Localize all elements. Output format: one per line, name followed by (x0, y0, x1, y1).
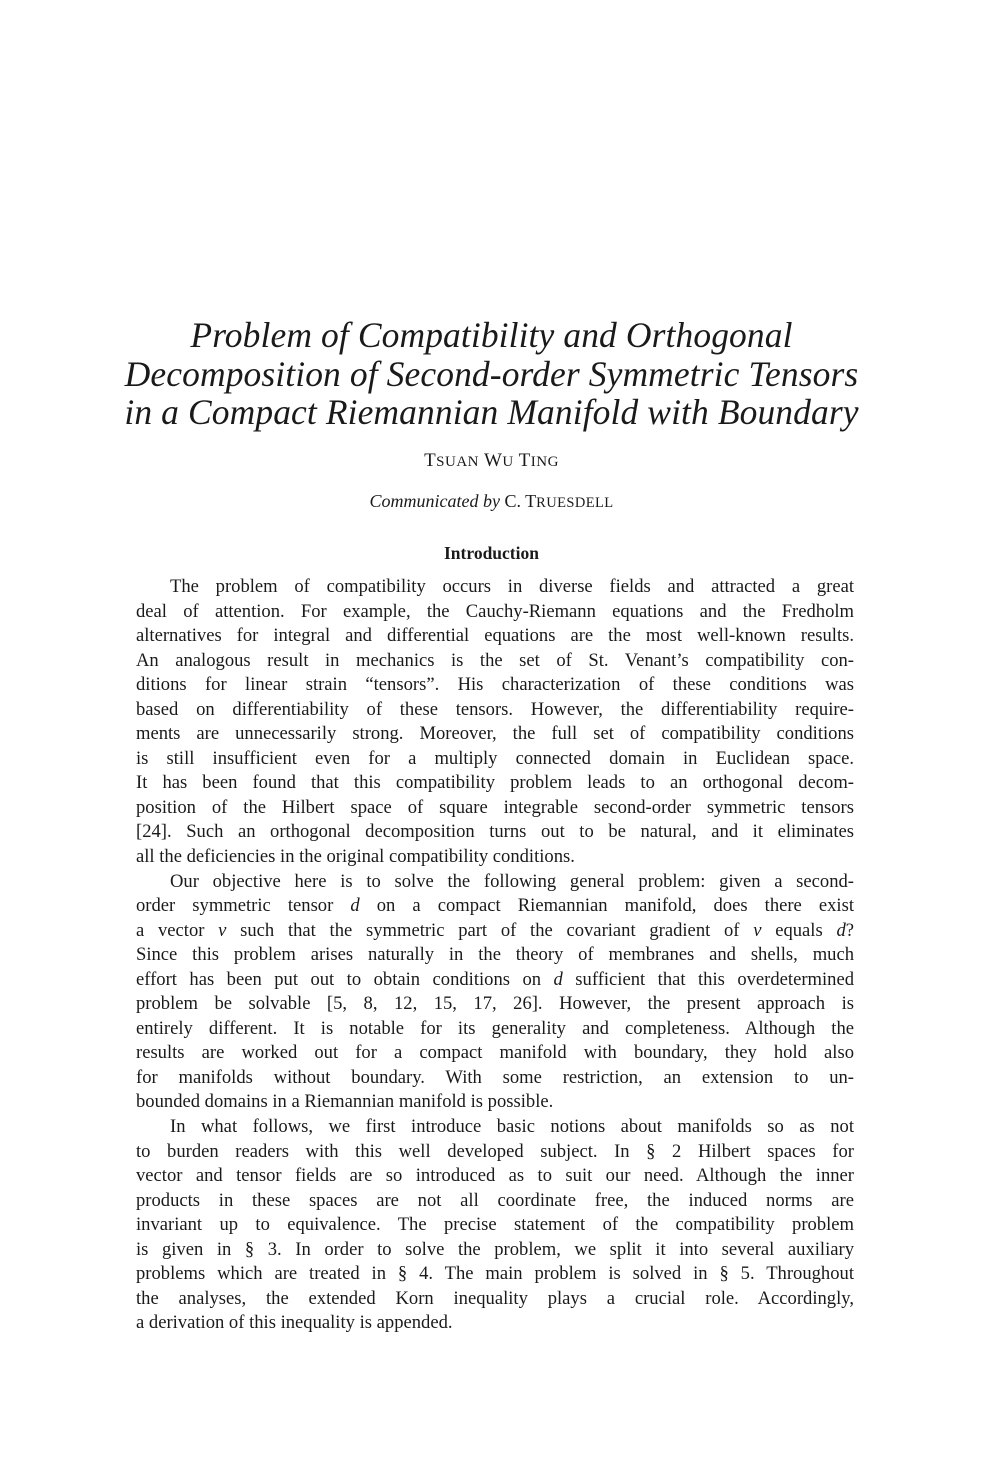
text-line: ditions for linear strain “tensors”. His characterization of these conditions was (136, 674, 854, 696)
text-line: based on differentiability of these tensors. However, the differentiability require- (136, 698, 854, 720)
text-line: [24]. Such an orthogonal decomposition turns out to be natural, and it eliminates (136, 821, 854, 843)
text-line: alternatives for integral and differential equations are the most well-known results. (136, 625, 854, 647)
author-name: TSUAN WU TING (424, 450, 559, 471)
text-line: a derivation of this inequality is appended. (136, 1312, 453, 1334)
text-line: The problem of compatibility occurs in diverse fields and attracted a great (170, 576, 854, 597)
text-line: It has been found that this compatibility problem leads to an orthogonal decom- (136, 772, 854, 794)
text-line: deal of attention. For example, the Cauchy-Riemann equations and the Fredholm (136, 600, 854, 622)
text-line: effort has been put out to obtain conditions on d sufficient that this overdetermined (136, 968, 854, 990)
text-line: problem be solvable [5, 8, 12, 15, 17, 26]. However, the present approach is (136, 993, 854, 1015)
text-line: is given in § 3. In order to solve the problem, we split it into several auxiliary (136, 1238, 854, 1260)
text-line: order symmetric tensor d on a compact Riemannian manifold, does there exist (136, 895, 854, 917)
text-line: results are worked out for a compact manifold with boundary, they hold also (136, 1042, 854, 1064)
title-line: Problem of Compatibility and Orthogonal (190, 315, 793, 355)
text-line: bounded domains in a Riemannian manifold is possible. (136, 1091, 554, 1113)
communicated-by: Communicated by C. TRUESDELL (369, 491, 614, 511)
text-line: invariant up to equivalence. The precise statement of the compatibility problem (136, 1214, 854, 1236)
body-text (136, 575, 854, 1336)
text-line: ments are unnecessarily strong. Moreover, the full set of compatibility conditions (136, 723, 854, 745)
text-line: is still insufficient even for a multiply connected domain in Euclidean space. (136, 747, 854, 769)
text-line: the analyses, the extended Korn inequality plays a crucial role. Accordingly, (136, 1287, 854, 1309)
paragraph (136, 575, 854, 870)
text-line: problems which are treated in § 4. The main problem is solved in § 5. Throughout (136, 1263, 854, 1285)
text-line: In what follows, we first introduce basic notions about manifolds so as not (170, 1116, 854, 1138)
title-line: Decomposition of Second-order Symmetric Tensors (124, 353, 859, 394)
text-line: all the deficiencies in the original compatibility conditions. (136, 846, 575, 868)
text-line: Our objective here is to solve the following general problem: given a second- (170, 870, 854, 892)
text-line: position of the Hilbert space of square integrable second-order symmetric tensors (136, 796, 854, 818)
title-line: in a Compact Riemannian Manifold with Boundary (124, 392, 859, 432)
text-line: products in these spaces are not all coordinate free, the induced norms are (136, 1189, 854, 1211)
paper-title (0, 316, 983, 432)
text-line: a vector v such that the symmetric part of the covariant gradient of v equals d? (136, 919, 854, 941)
paragraph (136, 870, 854, 1115)
section-heading: Introduction (444, 543, 539, 563)
text-line: entirely different. It is notable for its generality and completeness. Although the (136, 1017, 854, 1039)
text-line: for manifolds without boundary. With some restriction, an extension to un- (136, 1066, 854, 1088)
text-line: An analogous result in mechanics is the set of St. Venant’s compatibility con- (136, 649, 854, 671)
text-line: vector and tensor fields are so introduced as to suit our need. Although the inner (136, 1165, 854, 1187)
text-line: to burden readers with this well developed subject. In § 2 Hilbert spaces for (136, 1140, 854, 1162)
paragraph (136, 1115, 854, 1336)
text-line: Since this problem arises naturally in the theory of membranes and shells, much (136, 944, 854, 966)
